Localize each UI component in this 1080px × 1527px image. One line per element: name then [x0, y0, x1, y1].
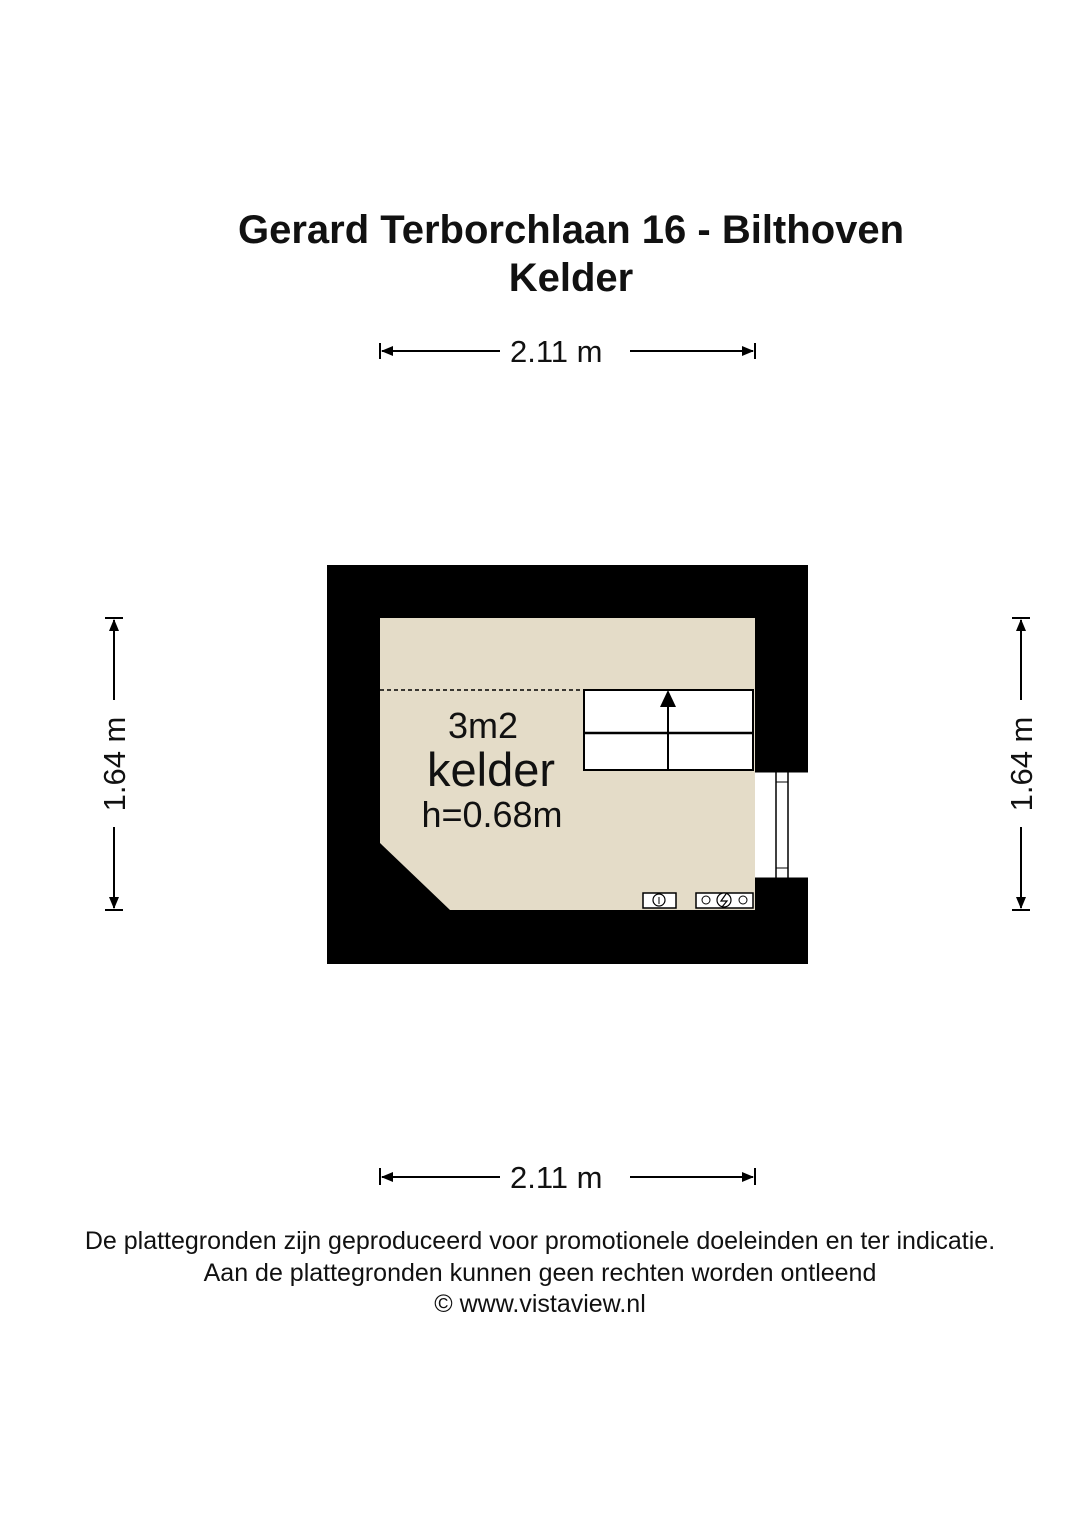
window-icon: [755, 772, 808, 878]
dimension-left-label: 1.64 m: [97, 716, 132, 812]
room-name-label: kelder: [426, 743, 556, 796]
footer-disclaimer-1: De plattegronden zijn geproduceerd voor promotionele doeleinden en ter indicatie.: [84, 1227, 996, 1255]
power-outlet-icon: [696, 893, 753, 908]
room-area-label: 3m2: [447, 705, 519, 746]
footer-disclaimer-2: Aan de plattegronden kunnen geen rechten worden ontleend: [203, 1259, 877, 1287]
dimension-top-label: 2.11 m: [510, 334, 603, 369]
page-title: Gerard Terborchlaan 16 - Bilthoven: [237, 208, 905, 252]
light-switch-icon: [643, 893, 676, 908]
dimension-bottom-label: 2.11 m: [510, 1160, 603, 1195]
footer-copyright: © www.vistaview.nl: [434, 1290, 646, 1318]
floor-title: Kelder: [508, 256, 634, 300]
room-height-label: h=0.68m: [421, 794, 563, 835]
dimension-right-label: 1.64 m: [1004, 716, 1039, 812]
